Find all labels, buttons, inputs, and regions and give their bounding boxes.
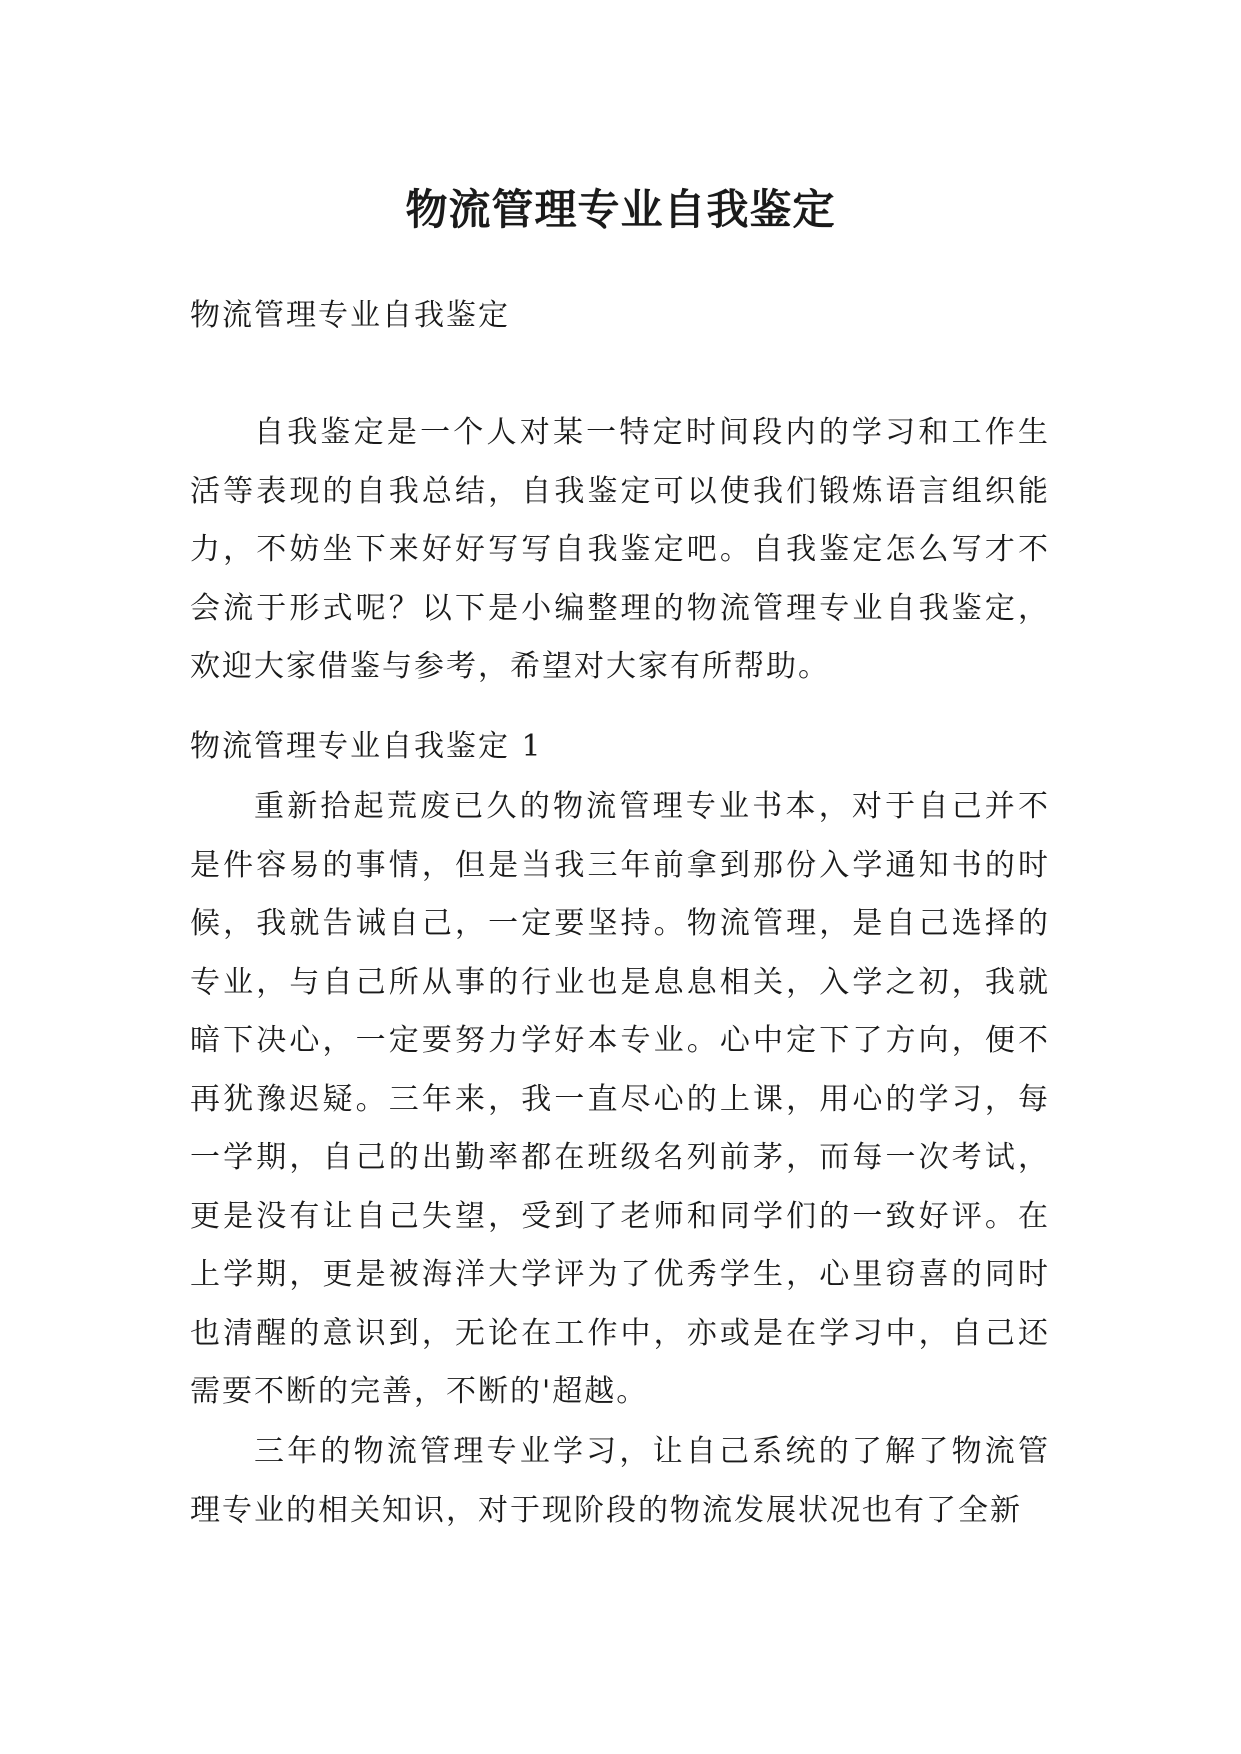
section-heading-1: 物流管理专业自我鉴定 1: [190, 729, 543, 764]
document-title: 物流管理专业自我鉴定: [405, 185, 836, 235]
document-subtitle: 物流管理专业自我鉴定: [190, 298, 510, 333]
body-paragraph-2: 三年的物流管理专业学习，让自己系统的了解了物流管理专业的相关知识，对于现阶段的物流发展状况也有了全新: [190, 1434, 1050, 1528]
body-paragraph-1: 重新拾起荒废已久的物流管理专业书本，对于自己并不是件容易的事情，但是当我三年前拿到那份入学通知书的时候，我就告诫自己，一定要坚持。物流管理，是自己选择的专业，与自己所从事的行业也是息息相关，入学之初，我就暗下决心，一定要努力学好本专业。心中定下了方向，便不再犹豫迟疑。三年来，我一直尽心的上课，用心的学习，每一学期，自己的出勤率都在班级名列前茅，而每一次考试，更是没有让自己失望，受到了老师和同学们的一致好评。在上学期，更是被海洋大学评为了优秀学生，心里窃喜的同时也清醒的意识到，无论在工作中，亦或是在学习中，自己还需要不断的完善，不断的'超越。: [190, 789, 1050, 1409]
intro-paragraph: 自我鉴定是一个人对某一特定时间段内的学习和工作生活等表现的自我总结，自我鉴定可以使我们锻炼语言组织能力，不妨坐下来好好写写自我鉴定吧。自我鉴定怎么写才不会流于形式呢？以下是小编整理的物流管理专业自我鉴定，欢迎大家借鉴与参考，希望对大家有所帮助。: [190, 415, 1050, 684]
